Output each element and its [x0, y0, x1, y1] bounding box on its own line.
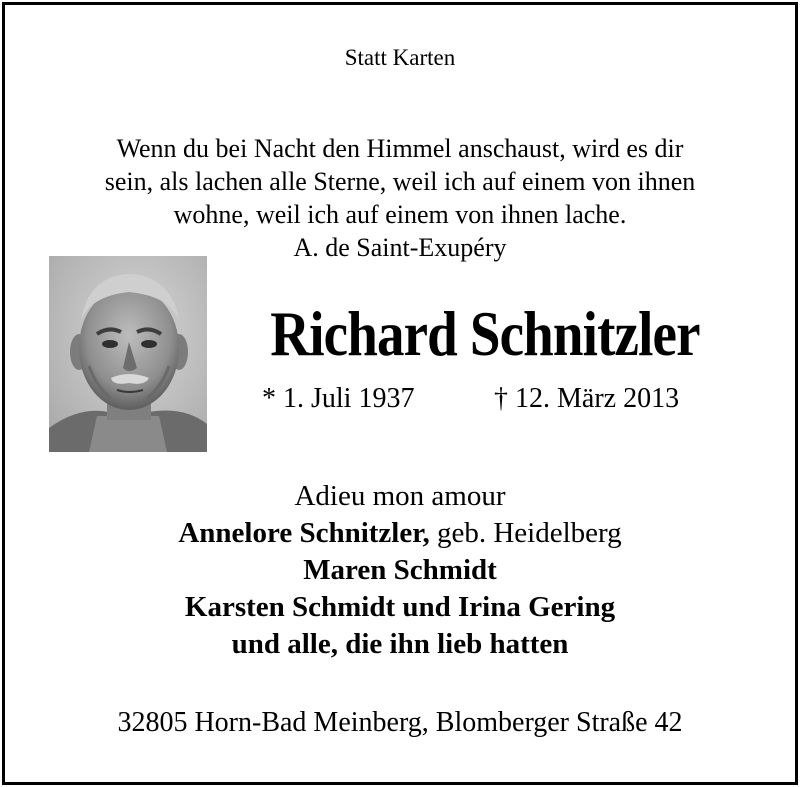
mourners-block — [0, 478, 800, 663]
farewell-line: Adieu mon amour — [294, 480, 506, 512]
quote-line: sein, als lachen alle Sterne, weil ich auf einem von ihnen — [104, 167, 696, 196]
mourner-line: und alle, die ihn lieb hatten — [231, 628, 569, 660]
spouse-name: Annelore Schnitzler, — [178, 517, 430, 549]
quote-block — [0, 132, 800, 264]
quote-author: A. de Saint-Exupéry — [293, 233, 507, 262]
address-line: 32805 Horn-Bad Meinberg, Blomberger Straße 42 — [117, 707, 683, 738]
notice-header: Statt Karten — [344, 45, 456, 70]
quote-line: Wenn du bei Nacht den Himmel anschaust, wird es dir — [116, 134, 684, 163]
portrait-image — [49, 256, 207, 452]
mourner-line: Maren Schmidt — [303, 554, 497, 586]
mourner-line: Karsten Schmidt und Irina Gering — [184, 591, 616, 623]
quote-line: wohne, weil ich auf einem von ihnen lache. — [173, 200, 627, 229]
death-date: † 12. März 2013 — [494, 383, 680, 414]
spouse-line — [0, 515, 800, 552]
spouse-maiden-name: geb. Heidelberg — [429, 517, 622, 549]
portrait-photo — [49, 256, 207, 452]
birth-date: * 1. Juli 1937 — [262, 383, 415, 414]
deceased-name: Richard Schnitzler — [270, 298, 700, 369]
